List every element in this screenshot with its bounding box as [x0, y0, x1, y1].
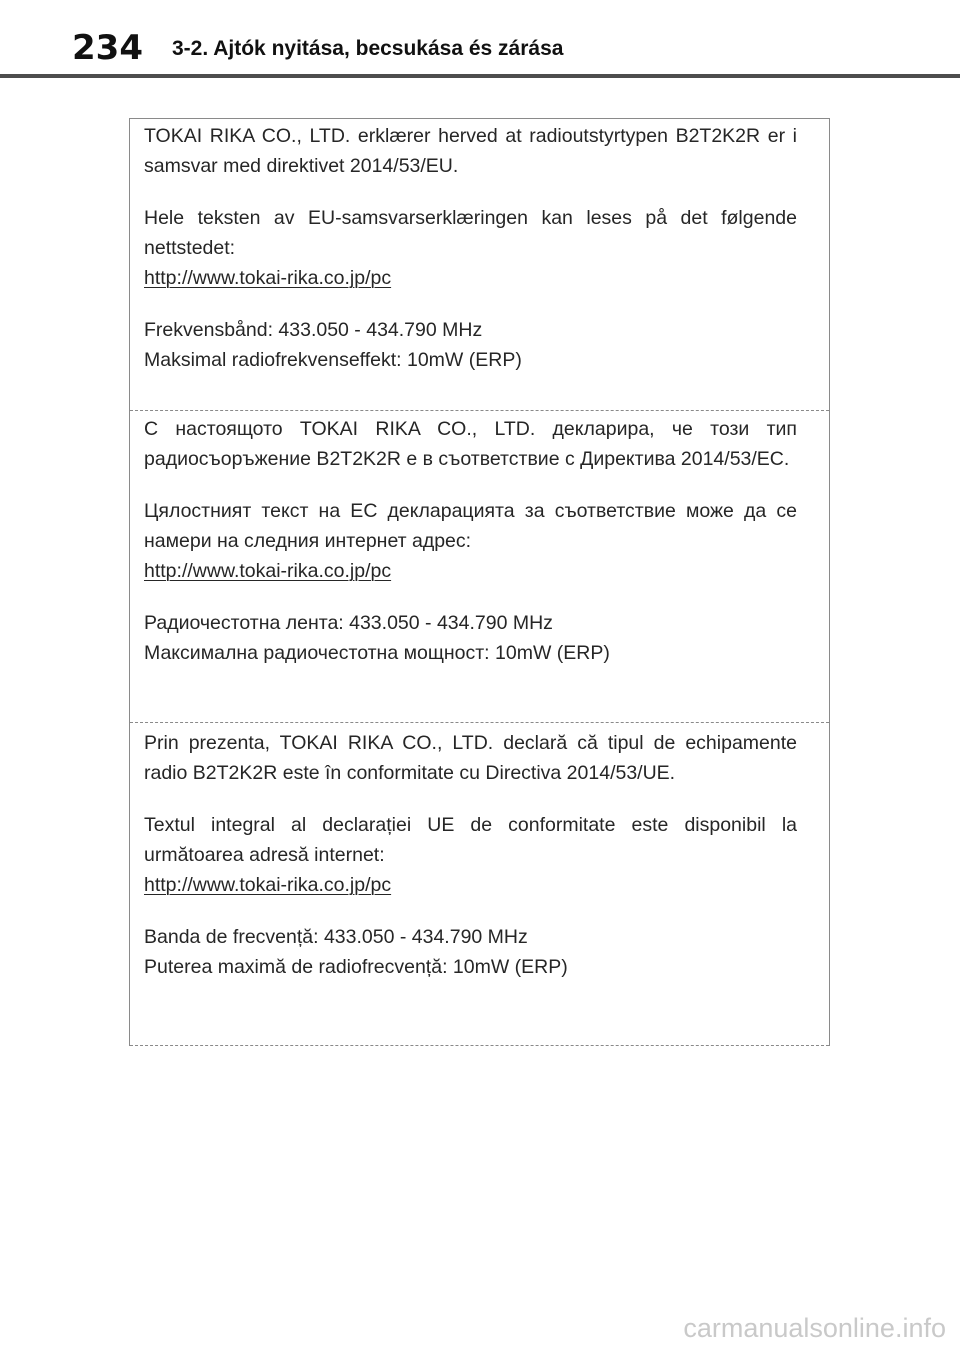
declaration-url-link[interactable]: http://www.tokai-rika.co.jp/pc	[144, 267, 392, 289]
max-power: Maksimal radiofrekvenseffekt: 10mW (ERP)	[144, 349, 522, 371]
frequency-band: Радиочестотна лента: 433.050 - 434.790 MHz	[144, 612, 553, 634]
declaration-url-link[interactable]: http://www.tokai-rika.co.jp/pc	[144, 874, 392, 896]
declaration-box	[129, 118, 830, 1046]
page-header	[0, 0, 960, 78]
declaration-statement: TOKAI RIKA CO., LTD. erklærer herved at radioutstyrtypen B2T2K2R er i samsvar med direktivet 2014/53/EU.	[144, 125, 797, 177]
section-divider	[130, 1045, 829, 1046]
section-title: 3-2. Ajtók nyitása, becsukása és zárása	[172, 37, 564, 60]
header-rule	[0, 74, 960, 78]
watermark: carmanualsonline.info	[683, 1313, 946, 1343]
frequency-band: Frekvensbånd: 433.050 - 434.790 MHz	[144, 319, 483, 341]
max-power: Puterea maximă de radiofrecvență: 10mW (ERP)	[144, 956, 568, 978]
frequency-band: Banda de frecvență: 433.050 - 434.790 MHz	[144, 926, 528, 948]
declaration-availability: Цялостният текст на ЕС декларацията за съответствие може да се намери на следния интернет адрес:	[144, 500, 797, 552]
declaration-norwegian	[130, 119, 829, 411]
declaration-availability: Hele teksten av EU-samsvarserklæringen kan leses på det følgende nettstedet:	[144, 207, 797, 259]
max-power: Максимална радиочестотна мощност: 10mW (ERP)	[144, 642, 610, 664]
declaration-availability: Textul integral al declarației UE de conformitate este disponibil la următoarea adresă internet:	[144, 814, 797, 866]
declaration-romanian	[130, 723, 829, 1047]
page-number: 234	[72, 28, 143, 68]
declaration-url-link[interactable]: http://www.tokai-rika.co.jp/pc	[144, 560, 392, 582]
declaration-statement: Prin prezenta, TOKAI RIKA CO., LTD. declară că tipul de echipamente radio B2T2K2R este în conformitate cu Directiva 2014/53/UE.	[144, 732, 797, 784]
declaration-bulgarian	[130, 411, 829, 723]
declaration-statement: С настоящото TOKAI RIKA CO., LTD. декларира, че този тип радиосъоръжение B2T2K2R е в съответствие с Директива 2014/53/ЕС.	[144, 418, 797, 470]
